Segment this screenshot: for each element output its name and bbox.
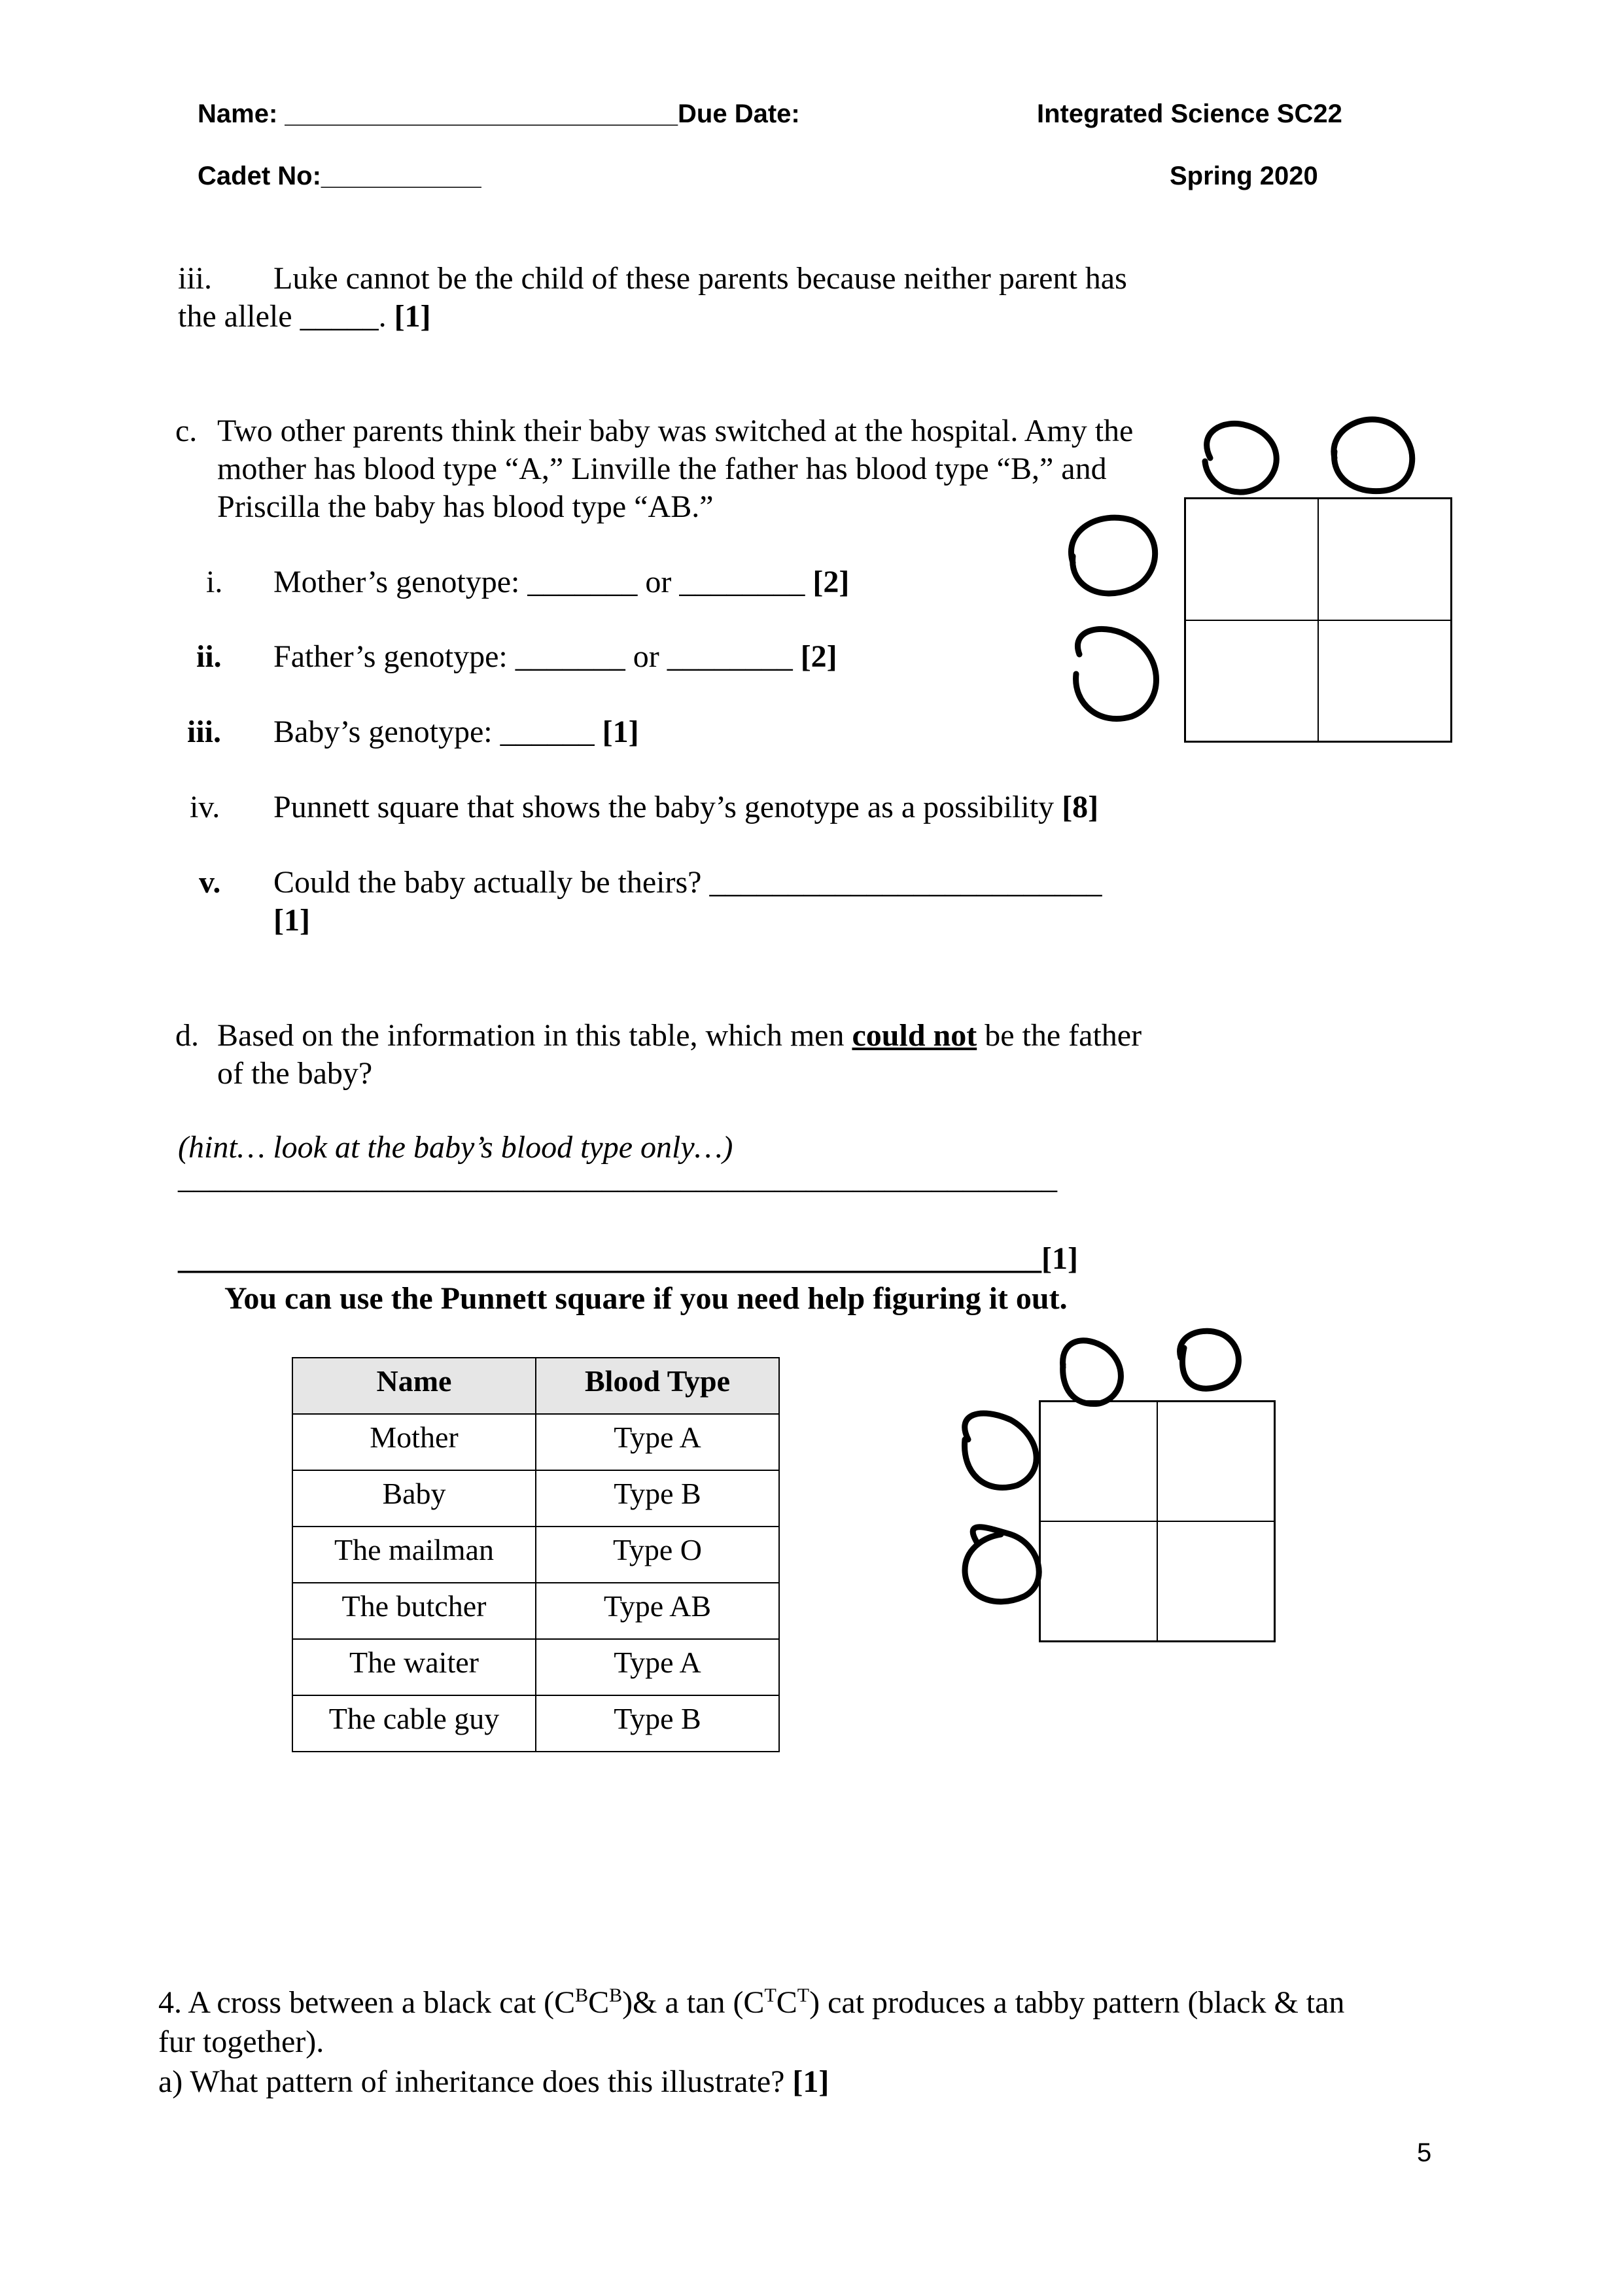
hint-text: (hint… look at the baby’s blood type only…)	[178, 1130, 733, 1165]
question-text: Luke cannot be the child of these parents because neither parent has	[273, 261, 1127, 296]
allele-circle	[1180, 1331, 1239, 1388]
item-number: iv.	[190, 790, 220, 824]
cell-name: The mailman	[292, 1527, 536, 1583]
q4-line2: fur together).	[158, 2024, 324, 2059]
item-could-be-theirs: Could the baby actually be theirs? _________________________	[273, 865, 1102, 900]
question-number: iii.	[178, 261, 213, 296]
part-c-line2: mother has blood type “A,” Linville the father has blood type “B,” and	[217, 451, 1107, 486]
marks: [1]	[273, 903, 310, 938]
allele-circle	[1205, 423, 1276, 492]
term-label: Spring 2020	[1170, 162, 1318, 190]
cadet-number-field: Cadet No:___________	[198, 162, 481, 190]
cell-blood-type: Type A	[536, 1414, 779, 1470]
item-number: i.	[206, 565, 223, 599]
page-number: 5	[1417, 2138, 1432, 2167]
item-number: v.	[199, 865, 221, 900]
item-baby-genotype: Baby’s genotype: ______ [1]	[273, 715, 639, 749]
part-d-line1: Based on the information in this table, which men could not be the father	[217, 1018, 1142, 1053]
cell-name: The waiter	[292, 1639, 536, 1695]
q4-line3: a) What pattern of inheritance does this illustrate? [1]	[158, 2064, 829, 2099]
name-due-date-field: Name: ___________________________Due Date:	[198, 99, 800, 128]
cell-blood-type: Type AB	[536, 1583, 779, 1639]
cell-blood-type: Type B	[536, 1695, 779, 1752]
allele-circle	[1071, 518, 1155, 593]
course-title: Integrated Science SC22	[1037, 99, 1342, 128]
column-header-blood-type: Blood Type	[536, 1358, 779, 1414]
item-number: ii.	[196, 639, 222, 674]
part-c-line3: Priscilla the baby has blood type “AB.”	[217, 489, 714, 524]
part-c-line1: Two other parents think their baby was switched at the hospital. Amy the	[217, 414, 1134, 448]
cell-name: The butcher	[292, 1583, 536, 1639]
item-number: iii.	[187, 715, 222, 749]
cell-name: Baby	[292, 1470, 536, 1527]
answer-blank-2[interactable]: _______________________________________________________[1]	[178, 1241, 1078, 1276]
allele-circle	[965, 1527, 1039, 1602]
cell-blood-type: Type A	[536, 1639, 779, 1695]
could-not-emphasis: could not	[852, 1018, 977, 1053]
item-punnett: Punnett square that shows the baby’s genotype as a possibility [8]	[273, 790, 1099, 824]
item-father-genotype: Father’s genotype: _______ or ________ [2]	[273, 639, 837, 674]
question-text-line2: the allele _____. [1]	[178, 299, 431, 334]
cell-name: Mother	[292, 1414, 536, 1470]
allele-circle	[965, 1413, 1037, 1488]
allele-circle	[1076, 629, 1157, 718]
cell-name: The cable guy	[292, 1695, 536, 1752]
allele-circle	[1334, 419, 1412, 491]
cell-blood-type: Type O	[536, 1527, 779, 1583]
item-mother-genotype: Mother’s genotype: _______ or ________ [2]	[273, 565, 850, 599]
part-d-letter: d.	[175, 1018, 199, 1053]
answer-blank-1[interactable]: ________________________________________________________	[178, 1161, 1057, 1195]
allele-circle	[1063, 1341, 1121, 1404]
column-header-name: Name	[292, 1358, 536, 1414]
marks: [1]	[394, 299, 431, 334]
cell-blood-type: Type B	[536, 1470, 779, 1527]
part-c-letter: c.	[175, 414, 198, 448]
instruction-text: You can use the Punnett square if you need help figuring it out.	[224, 1281, 1068, 1316]
part-d-line2: of the baby?	[217, 1056, 373, 1091]
q4-line1: 4. A cross between a black cat $(C^BC^B)\&$ a $\tan (C^TC^T)$ cat produces a tabby pattern (black & tan	[158, 1985, 1345, 2020]
